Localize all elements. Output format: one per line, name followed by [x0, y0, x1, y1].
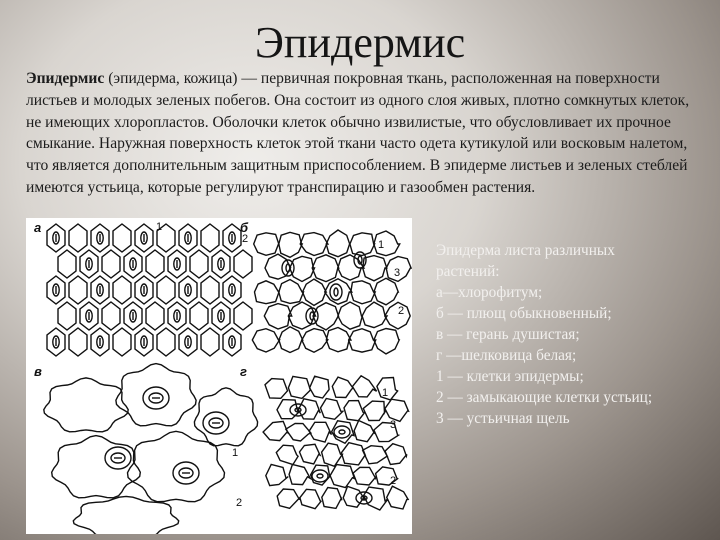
number-label: 2 [242, 233, 249, 245]
number-label: 2 [390, 475, 397, 487]
intro-paragraph [26, 68, 702, 199]
intro-text: (эпидерма, кожица) — первичная покровная ткань, расположенная на поверхности листьев и молодых зеленых побегов. Она состоит из одного слоя живых, плотно сомкнутых клеток, не имеющих хлоропластов. Оболочки клеток обычно извилистые, что обусловливает их прочное смыкание. Наружная поверхность клеток этой ткани часто одета кутикулой или восковым налетом, что является дополнительным защитным приспособлением. В эпидерме листьев и зеленых стеблей имеются устьица, которые регулируют транспирацию и газообмен растения. [26, 70, 690, 196]
cell-outline [300, 233, 328, 256]
stoma-icon [312, 470, 328, 482]
figure-caption [436, 240, 716, 429]
cell-outline [113, 224, 131, 252]
caption-line: в — герань душистая; [436, 326, 580, 343]
cell-outline [116, 364, 196, 426]
cell-outline [300, 489, 322, 508]
cell-outline [276, 445, 298, 464]
cell-outline [332, 377, 353, 397]
cell-outline [341, 443, 365, 465]
stoma-icon [334, 426, 350, 438]
slide-title: Эпидермис [254, 18, 466, 67]
caption-line: 3 — устьичная щель [436, 410, 570, 427]
cell-outline [326, 328, 351, 352]
cell-outline [69, 276, 87, 304]
caption-line: б — плющ обыкновенный; [436, 305, 612, 322]
cell-outline [252, 329, 279, 352]
cell-outline [190, 250, 208, 278]
cell-outline [58, 302, 76, 330]
cell-outline [374, 329, 399, 354]
cell-outline [279, 327, 303, 353]
cell-outline [102, 250, 120, 278]
cell-outline [326, 230, 350, 257]
cell-outline [157, 276, 175, 304]
number-label: 1 [156, 221, 163, 233]
epidermis-figure [26, 218, 412, 534]
number-label: 1 [382, 387, 389, 399]
cell-outline [266, 464, 289, 485]
cell-outline [201, 328, 219, 356]
cell-outline [69, 224, 87, 252]
stoma-pore [286, 264, 290, 272]
panel-label: в [34, 364, 42, 379]
cell-outline [289, 465, 310, 485]
cell-outline [385, 444, 407, 465]
cell-outline [300, 444, 321, 464]
cell-outline [264, 304, 291, 329]
number-label: 3 [394, 267, 401, 279]
stoma-pore [317, 474, 323, 478]
stoma-icon [330, 284, 342, 300]
number-label: 2 [236, 497, 243, 509]
cell-outline [146, 302, 164, 330]
cell-outline [352, 376, 376, 397]
panel-label: б [240, 220, 249, 235]
number-label: 2 [398, 305, 405, 317]
cell-outline [288, 376, 310, 398]
stoma-pore [334, 288, 338, 296]
cell-outline [146, 250, 164, 278]
cell-outline [330, 465, 354, 488]
cell-outline [353, 467, 376, 485]
intro-term: Эпидермис [26, 70, 105, 87]
cell-outline [113, 276, 131, 304]
cell-outline [362, 302, 387, 328]
cell-outline [309, 422, 331, 442]
stoma-pore [310, 312, 314, 320]
cell-outline [190, 302, 208, 330]
cell-outline [201, 224, 219, 252]
cell-outline [254, 233, 279, 256]
cell-outline [363, 401, 386, 420]
cell-outline [286, 423, 311, 441]
cell-outline [234, 302, 252, 330]
cell-outline [310, 376, 330, 398]
cell-outline [321, 399, 343, 420]
cell-outline [201, 276, 219, 304]
caption-line: а—хлорофитум; [436, 284, 543, 301]
cell-outline [312, 255, 339, 282]
number-label: 3 [390, 419, 397, 431]
cell-outline [344, 401, 365, 421]
caption-line: 1 — клетки эпидермы; [436, 368, 584, 385]
cell-outline [322, 488, 342, 509]
number-label: 1 [232, 447, 239, 459]
cell-outline [44, 378, 128, 432]
caption-line: 2 — замыкающие клетки устьиц; [436, 389, 653, 406]
cell-outline [234, 250, 252, 278]
cell-outline [385, 399, 409, 421]
cell-outline [387, 486, 408, 509]
cell-outline [374, 278, 398, 305]
cell-outline [277, 489, 299, 508]
cell-outline [58, 250, 76, 278]
cell-outline [279, 232, 302, 257]
caption-line: г —шелковица белая; [436, 347, 577, 364]
cell-outline [265, 379, 288, 399]
cell-outline [102, 302, 120, 330]
cell-outline [263, 421, 288, 440]
cell-outline [303, 279, 327, 305]
cell-outline [279, 280, 304, 304]
number-label: 1 [378, 239, 385, 251]
panel-label: г [240, 364, 247, 379]
stoma-pore [339, 430, 345, 434]
cell-outline [288, 302, 315, 329]
cell-outline [157, 328, 175, 356]
cell-outline [113, 328, 131, 356]
cell-outline [354, 421, 374, 442]
cell-outline [351, 281, 375, 304]
cell-outline [349, 329, 376, 352]
cell-outline [363, 446, 388, 464]
cell-outline [69, 328, 87, 356]
caption-line: растений: [436, 263, 500, 280]
cell-outline [302, 329, 328, 353]
cell-outline [322, 443, 343, 466]
epidermis-illustration [26, 218, 412, 534]
cell-outline [313, 303, 339, 330]
caption-line: Эпидерма листа различных [436, 242, 615, 259]
cell-outline [298, 399, 320, 419]
panel-label: а [34, 220, 42, 235]
cell-outline [255, 281, 280, 304]
cell-outline [338, 302, 362, 329]
